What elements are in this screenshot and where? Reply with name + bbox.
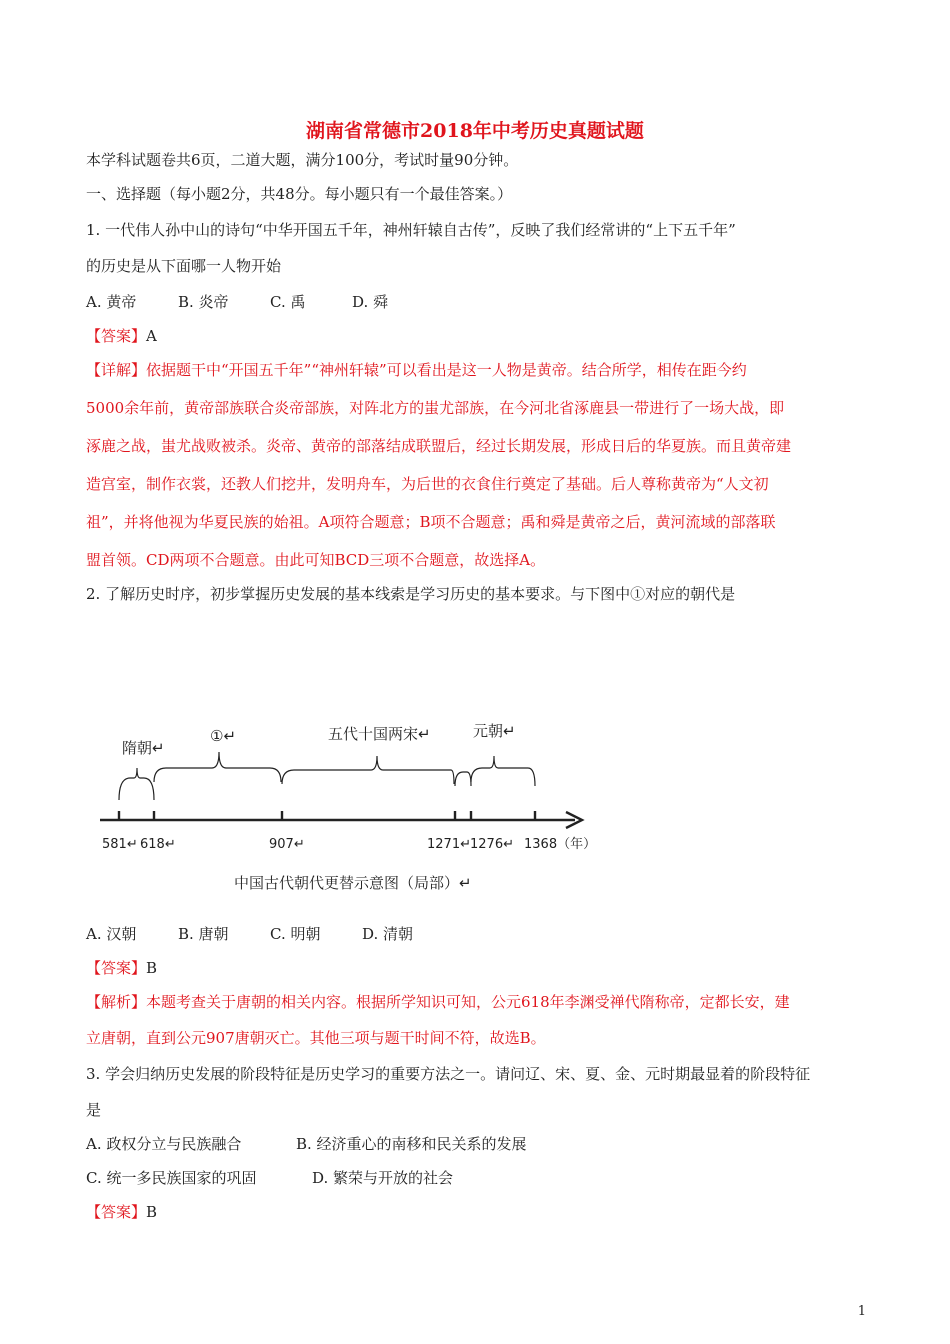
q1-explain-line1: 【详解】依据题干中“开国五千年”“神州轩辕”可以看出是这一人物是黄帝。结合所学，相传在距今约 bbox=[86, 361, 747, 379]
brace-one bbox=[154, 752, 281, 782]
page-title: 湖南省常德市2018年中考历史真题试题 bbox=[306, 120, 644, 142]
brace-wudai bbox=[282, 756, 454, 784]
label-wudai: 五代十国两宋↵ bbox=[328, 725, 431, 743]
q1-answer bbox=[86, 326, 157, 346]
answer-tag: 【答案】 bbox=[86, 1203, 147, 1221]
year-581: 581↵ bbox=[102, 837, 138, 852]
timeline-figure bbox=[90, 712, 610, 902]
q2-answer bbox=[86, 958, 157, 978]
explain-tag: 【详解】 bbox=[86, 361, 147, 379]
timeline-caption: 中国古代朝代更替示意图（局部）↵ bbox=[234, 874, 472, 892]
q1-explain-line4: 造宫室，制作衣裳，还教人们挖井，发明舟车，为后世的衣食住行奠定了基础。后人尊称黄帝为“人文初 bbox=[86, 475, 769, 493]
q3-option-c: C. 统一多民族国家的巩固 bbox=[86, 1169, 257, 1187]
answer-tag: 【答案】 bbox=[86, 327, 147, 345]
label-yuan: 元朝↵ bbox=[473, 722, 516, 740]
q1-explain-line5: 祖”，并将他视为华夏民族的始祖。A项符合题意；B项不合题意；禹和舜是黄帝之后，黄河流域的部落联 bbox=[86, 513, 776, 531]
q1-stem-line1: 1. 一代伟人孙中山的诗句“中华开国五千年，神州轩辕自古传”，反映了我们经常讲的“上下五千年” bbox=[86, 221, 736, 239]
year-1368: 1368（年） bbox=[524, 837, 597, 852]
q2-option-b: B. 唐朝 bbox=[178, 925, 229, 943]
q2-option-c: C. 明朝 bbox=[270, 925, 321, 943]
label-one: ①↵ bbox=[210, 727, 237, 745]
q2-explain-line1: 【解析】本题考查关于唐朝的相关内容。根据所学知识可知，公元618年李渊受禅代隋称帝，定都长安，建 bbox=[86, 993, 790, 1011]
explain-tag: 【解析】 bbox=[86, 993, 147, 1011]
q2-stem: 2. 了解历史时序，初步掌握历史发展的基本线索是学习历史的基本要求。与下图中①对应的朝代是 bbox=[86, 585, 736, 603]
q3-option-d: D. 繁荣与开放的社会 bbox=[312, 1169, 454, 1187]
q1-option-b: B. 炎帝 bbox=[178, 293, 229, 311]
answer-value: B bbox=[146, 959, 158, 977]
answer-value: B bbox=[146, 1203, 158, 1221]
q3-answer bbox=[86, 1202, 157, 1222]
section-heading: 一、选择题（每小题2分，共48分。每小题只有一个最佳答案。） bbox=[86, 185, 513, 203]
brace-sui bbox=[119, 768, 154, 800]
q2-explain-line2: 立唐朝，直到公元907唐朝灭亡。其他三项与题干时间不符，故选B。 bbox=[86, 1029, 546, 1047]
q1-option-c: C. 禹 bbox=[270, 293, 306, 311]
q1-options bbox=[86, 292, 388, 312]
year-1276: 1276↵ bbox=[470, 837, 514, 852]
q1-explain-line3: 涿鹿之战，蚩尤战败被杀。炎帝、黄帝的部落结成联盟后，经过长期发展，形成日后的华夏族。而且黄帝建 bbox=[86, 437, 792, 455]
period-braces bbox=[119, 752, 535, 800]
year-618: 618↵ bbox=[140, 837, 176, 852]
q1-explain-line6: 盟首领。CD两项不合题意。由此可知BCD三项不合题意，故选择A。 bbox=[86, 551, 546, 569]
brace-small bbox=[455, 772, 471, 786]
label-sui: 隋朝↵ bbox=[122, 739, 165, 757]
q1-option-d: D. 舜 bbox=[352, 293, 389, 311]
q3-option-a: A. 政权分立与民族融合 bbox=[86, 1135, 242, 1153]
q2-options bbox=[86, 924, 413, 944]
q1-stem-line2: 的历史是从下面哪一人物开始 bbox=[86, 257, 282, 275]
q3-options-row2 bbox=[86, 1168, 453, 1188]
q3-options-row1 bbox=[86, 1134, 527, 1154]
q3-stem-line2: 是 bbox=[86, 1101, 102, 1119]
timeline-axis bbox=[100, 811, 575, 820]
answer-value: A bbox=[146, 327, 157, 345]
q1-option-a: A. 黄帝 bbox=[86, 293, 137, 311]
year-1271: 1271↵ bbox=[427, 837, 471, 852]
q2-option-a: A. 汉朝 bbox=[86, 925, 137, 943]
brace-yuan bbox=[471, 756, 535, 786]
page-number: 1 bbox=[857, 1304, 866, 1319]
q2-option-d: D. 清朝 bbox=[362, 925, 414, 943]
answer-tag: 【答案】 bbox=[86, 959, 147, 977]
q1-explain-line2: 5000余年前，黄帝部族联合炎帝部族，对阵北方的蚩尤部族，在今河北省涿鹿县一带进行了一场大战，即 bbox=[86, 399, 785, 417]
q3-option-b: B. 经济重心的南移和民关系的发展 bbox=[296, 1135, 527, 1153]
exam-intro: 本学科试题卷共6页，二道大题，满分100分，考试时量90分钟。 bbox=[86, 151, 519, 169]
year-907: 907↵ bbox=[269, 837, 305, 852]
q3-stem-line1: 3. 学会归纳历史发展的阶段特征是历史学习的重要方法之一。请问辽、宋、夏、金、元时期最显着的阶段特征 bbox=[86, 1065, 811, 1083]
